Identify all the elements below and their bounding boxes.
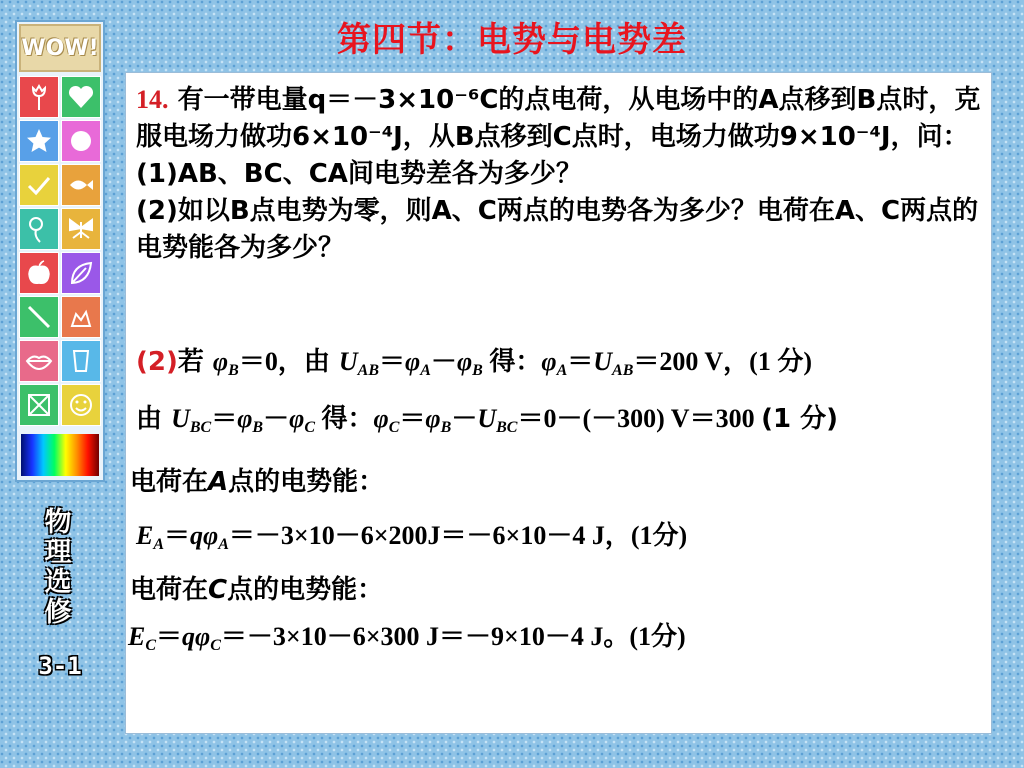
- x-icon: [19, 384, 59, 426]
- solution-line-1: (2)若 $\varphi_B=0$，由 $U_{AB}=\varphi_A-\varphi_B$ 得：$\varphi_A=U_{AB}=200$ V，(1 分): [136, 347, 813, 379]
- solution-line-5: 电荷在C点的电势能：: [130, 575, 384, 605]
- solution-line-3: 电荷在A点的电势能：: [130, 467, 385, 497]
- lips-icon: [19, 340, 59, 382]
- leaf-icon: [61, 252, 101, 294]
- cup-icon: [61, 340, 101, 382]
- smiley-icon: [61, 384, 101, 426]
- sidebar-decoration: [15, 20, 105, 482]
- question-number: 14.: [136, 85, 169, 114]
- apple-icon: [19, 252, 59, 294]
- solution-line-2: 由 $U_{BC}=\varphi_B-\varphi_C$ 得：$\varphi_C=\varphi_B-U_{BC}=0-(-300)$ V＝300 (1 分): [136, 404, 838, 436]
- slide-title: 第四节：电势与电势差: [337, 20, 687, 60]
- fish-icon: [61, 164, 101, 206]
- cat-icon: [61, 296, 101, 338]
- butterfly-icon: [61, 208, 101, 250]
- spectrum-bar: [21, 434, 99, 476]
- question-text: 有一带电量q＝－3×10⁻⁶C的点电荷，从电场中的A点移到B点时，克服电场力做功6×10⁻⁴J，从B点移到C点时，电场力做功9×10⁻⁴J，问：: [136, 85, 981, 152]
- question-part1: (1)AB、BC、CA间电势差各为多少？: [136, 159, 582, 189]
- balloon-icon: [19, 208, 59, 250]
- pencil-icon: [19, 296, 59, 338]
- wow-badge: WOW!: [19, 24, 101, 72]
- heart-icon: [61, 76, 101, 118]
- icon-grid: [19, 76, 101, 426]
- content-panel: [125, 72, 992, 734]
- question-block: [136, 81, 981, 267]
- tulip-icon: [19, 76, 59, 118]
- question-part2: (2)如以B点电势为零，则A、C两点的电势各为多少？电荷在A、C两点的电势能各为多少？: [136, 196, 979, 263]
- vertical-course-label: 物理选修: [44, 507, 72, 628]
- circle-icon: [61, 120, 101, 162]
- check-icon: [19, 164, 59, 206]
- course-number: 3-1: [38, 652, 82, 680]
- solution-line-4: $E_A=q\varphi_A=-3\times 10-6\times 200J=-6\times 10-4$ J，(1分): [136, 521, 688, 553]
- star-icon: [19, 120, 59, 162]
- solution-line-6: $E_C=q\varphi_C=-3\times 10-6\times 300$ J＝－9×10－4 J。(1分): [128, 622, 686, 654]
